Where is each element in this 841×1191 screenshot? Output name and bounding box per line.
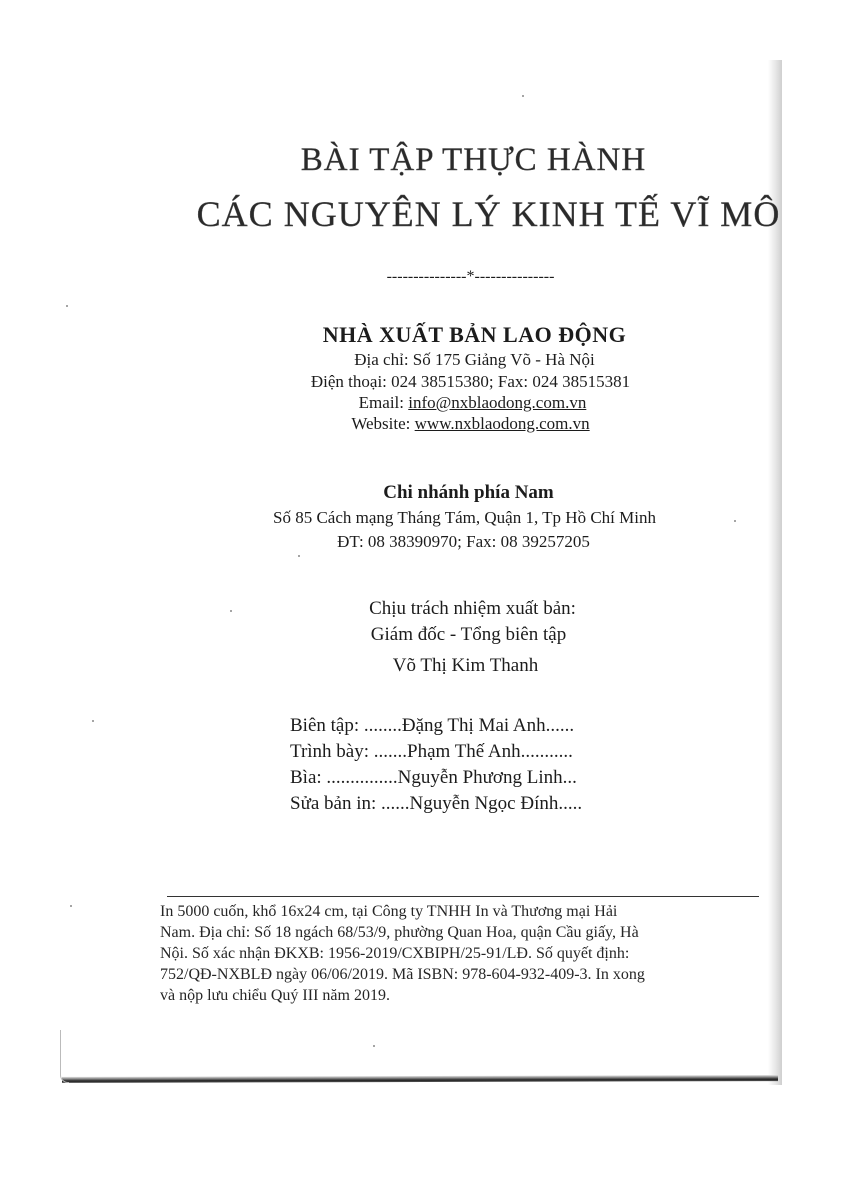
footer-rule <box>167 896 759 897</box>
branch-phone: ĐT: 08 38390970; Fax: 08 39257205 <box>337 532 590 551</box>
credit-proofreader: Sửa bản in: ......Nguyễn Ngọc Đính..... <box>290 793 583 814</box>
branch-address: Số 85 Cách mạng Tháng Tám, Quận 1, Tp Hồ Chí Minh <box>273 508 656 527</box>
credit-cover: Bìa: ...............Nguyễn Phương Linh... <box>290 767 577 788</box>
website-link[interactable]: www.nxblaodong.com.vn <box>414 414 590 433</box>
scan-speck <box>522 95 524 97</box>
print-info-line: Nam. Địa chỉ: Số 18 ngách 68/53/9, phường Quan Hoa, quận Cầu giấy, Hà <box>160 924 639 941</box>
print-info-line: In 5000 cuốn, khổ 16x24 cm, tại Công ty TNHH In và Thương mại Hải <box>160 903 618 920</box>
print-info-line: và nộp lưu chiểu Quý III năm 2019. <box>160 987 390 1004</box>
scan-speck <box>70 905 72 907</box>
print-info-line: Nội. Số xác nhận ĐKXB: 1956-2019/CXBIPH/25-91/LĐ. Số quyết định: <box>160 945 630 962</box>
scan-speck <box>298 555 300 557</box>
website-label: Website: <box>351 414 415 433</box>
publisher-address: Địa chỉ: Số 175 Giảng Võ - Hà Nội <box>354 350 595 369</box>
scan-speck <box>230 610 232 612</box>
credit-layout: Trình bày: .......Phạm Thế Anh........... <box>290 741 573 762</box>
publisher-name: NHÀ XUẤT BẢN LAO ĐỘNG <box>322 322 627 347</box>
book-title-line-1: BÀI TẬP THỰC HÀNH <box>300 142 647 178</box>
publisher-phone: Điện thoại: 024 38515380; Fax: 024 38515381 <box>310 372 631 391</box>
separator: ---------------*--------------- <box>386 268 555 285</box>
book-title-line-2: CÁC NGUYÊN LÝ KINH TẾ VĨ MÔ <box>196 194 781 234</box>
page-corner <box>60 1030 69 1083</box>
scan-speck <box>734 520 736 522</box>
print-info <box>160 901 766 1006</box>
publisher-email-row <box>52 393 841 413</box>
credit-editor: Biên tập: ........Đặng Thị Mai Anh...... <box>290 715 575 736</box>
credits-list <box>290 713 582 817</box>
responsibility-heading: Chịu trách nhiệm xuất bản: <box>369 598 576 619</box>
page-bottom-edge <box>62 1075 778 1083</box>
scan-speck <box>92 720 94 722</box>
email-link[interactable]: info@nxblaodong.com.vn <box>408 393 587 412</box>
scan-speck <box>373 1045 375 1047</box>
print-info-line: 752/QĐ-NXBLĐ ngày 06/06/2019. Mã ISBN: 978-604-932-409-3. In xong <box>160 966 645 983</box>
email-label: Email: <box>358 393 409 412</box>
scan-speck <box>66 305 68 307</box>
publisher-website-row <box>50 414 841 434</box>
responsibility-role: Giám đốc - Tổng biên tập <box>370 624 567 645</box>
branch-title: Chi nhánh phía Nam <box>383 482 554 503</box>
responsibility-name: Võ Thị Kim Thanh <box>392 655 539 676</box>
